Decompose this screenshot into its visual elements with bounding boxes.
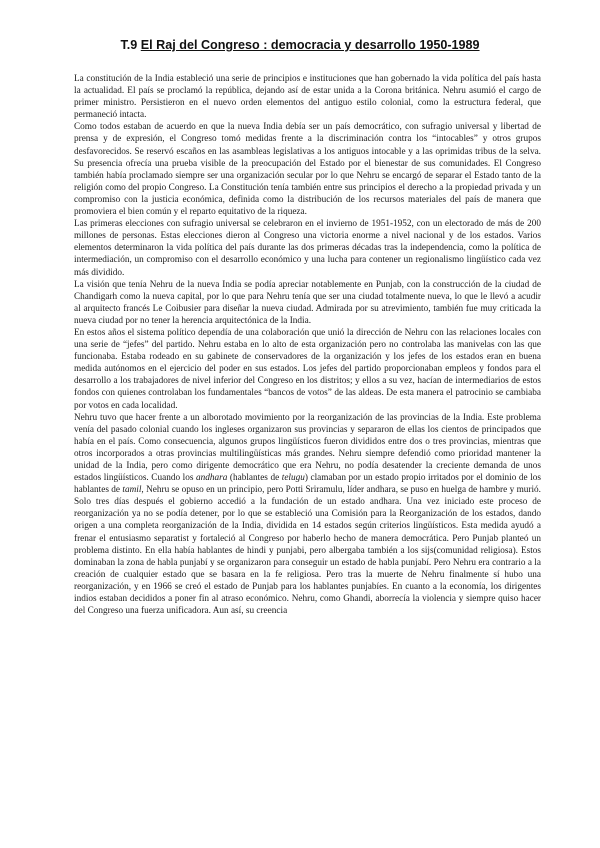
title-prefix: T.9 (120, 38, 141, 52)
paragraph (74, 121, 541, 218)
paragraph-text: Nehru tuvo que hacer frente a un alborotado movimiento por la reorganización de las provincias de la India. Este problema venía del pasado colonial cuando los ingleses organizaron sus provincias y separaron de ellas los cientos de principados que había en el país. Como consecuencia, algunos grupos lingüísticos fueron divididos entre dos o tres provincias, mientras que otros incorporados a otras provincias multilingüísticas más grandes. Nehru siempre defendió como prioridad mantener la unidad de la India, pero como dirigente democrático que era Nehru, no podía desatender la creciente demanda de unos estados lingüísticos. Cuando los (74, 412, 541, 484)
paragraph-text: (hablantes de (227, 473, 282, 484)
paragraph (74, 279, 541, 327)
paragraph-text: La visión que tenía Nehru de la nueva India se podía apreciar notablemente en Punjab, con la construcción de la ciudad de Chandigarh como la nueva capital, por lo que para Nehru tenía que ser una ciudad totalmente nueva, lo que le llevó a acudir al arquitecto francés Le Coibusier para diseñar la nueva ciudad. Admirada por su atrevimiento, también fue muy criticada la nueva ciudad por no tener la herencia arquitectónica de la India. (74, 279, 541, 326)
paragraph-text: , Nehru se opuso en un principio, pero Potti Sriramulu, líder andhara, se puso en huelga de hambre y murió. Solo tres días después el gobierno accedió a la fundación de un estado andhara. Una vez iniciado este proceso de reorganización ya no se podía detener, por lo que se estableció una Comisión para la Reorganización de los estados, dando origen a una completa reorganización de la India, dividida en 14 estados según criterios lingüísticos. Esta medida ayudó a frenar el entusiasmo separatist y fortaleció al Congreso por haberlo hecho de manera democrática. Pero Punjab planteó un problema distinto. En ella había hablantes de hindi y punjabi, pero albergaba también a los sijs(comunidad religiosa). Estos dominaban la zona de habla punjabí y se organizaron para conseguir un estado de habla punjabí. Pero Nehru era contrario a la creación de cualquier estado que se basara en la fe religiosa. Pero tras la muerte de Nehru finalmente sí hubo una reorganización, y en 1966 se creó el estado de Punjab para los hablantes punjabíes. En cuanto a la economía, los dirigentes indios estaban decididos a poner fin al atraso económico. Nehru, como Ghandi, aborrecía la violencia y siempre quiso hacer del Congreso una fuerza unificadora. Aun así, su creencia (74, 485, 541, 617)
paragraph (74, 327, 541, 412)
paragraph (74, 73, 541, 121)
title-text: El Raj del Congreso : democracia y desarrollo 1950-1989 (140, 38, 480, 52)
paragraph-text: Como todos estaban de acuerdo en que la nueva India debía ser un país democrático, con sufragio universal y libertad de prensa y de expresión, el Congreso tomó medidas frente a la discriminación contra los “intocables” y otros grupos desfavorecidos. Se reservó escaños en las asambleas legislativas a los antiguos intocable y a las oprimidas tribus de la selva. Su presencia ofrecía una prueba visible de la preocupación del Estado por el bienestar de sus comunidades. El Congreso también había proclamado siempre ser una organización secular por lo que Nehru se encargó de separar el Estado tanto de la religión como del propio Congreso. La Constitución tenía también entre sus principios el derecho a la propiedad privada y un compromiso con la justicia económica, definida como la distribución de los recursos materiales del país de manera que promoviera el bien común y el reparto equitativo de la riqueza. (74, 122, 541, 218)
paragraph-text: ) clamaban por un estado propio irritados por el dominio de los hablantes de (74, 473, 541, 496)
paragraph-text: Las primeras elecciones con sufragio universal se celebraron en el invierno de 1951-1952, con un electorado de más de 200 millones de personas. Estas elecciones dieron al Congreso una victoria enorme a nivel nacional y de los estados. Varios elementos determinaron la vida política del país durante las dos primeras décadas tras la independencia, como la política de intermediación, un compromiso con el desarrollo económico y una lucha para contener un regionalismo lingüístico cada vez más dividido. (74, 219, 541, 278)
italic-term: telugu (281, 473, 305, 484)
paragraph-text: En estos años el sistema político dependía de una colaboración que unió la dirección de Nehru con las relaciones locales con una serie de “jefes” del partido. Nehru estaba en lo alto de esta organización pero no controlaba las manivelas con las que funcionaba. Estaba rodeado en su gabinete de conservadores de la organización y los jefes de los estados eran en buena medida autónomos en el ejercicio del poder en sus estados. Los jefes del partido proporcionaban empleos y fondos para el desarrollo a los trabajadores de nivel inferior del Congreso en los distritos; y ellos a su vez, hacían de intermediarios de estos fondos con quienes controlaban los fundamentales “bancos de votos” de las aldeas. De esta manera el patrocinio se cambiaba por votos en cada localidad. (74, 327, 541, 411)
italic-term: tamil (122, 485, 142, 496)
paragraph (74, 412, 541, 618)
paragraph (74, 218, 541, 278)
document-body (74, 73, 541, 617)
paragraph-text: La constitución de la India estableció una serie de principios e instituciones que han gobernado la vida política del país hasta la actualidad. El país se proclamó la república, dejando así de estar unida a la Corona británica. Nehru asumió el cargo de primer ministro. Persistieron en el nuevo orden elementos del antiguo estilo colonial, como la estructura federal, que permaneció intacta. (74, 74, 541, 121)
italic-term: andhara (195, 473, 228, 484)
page-title (0, 38, 600, 52)
